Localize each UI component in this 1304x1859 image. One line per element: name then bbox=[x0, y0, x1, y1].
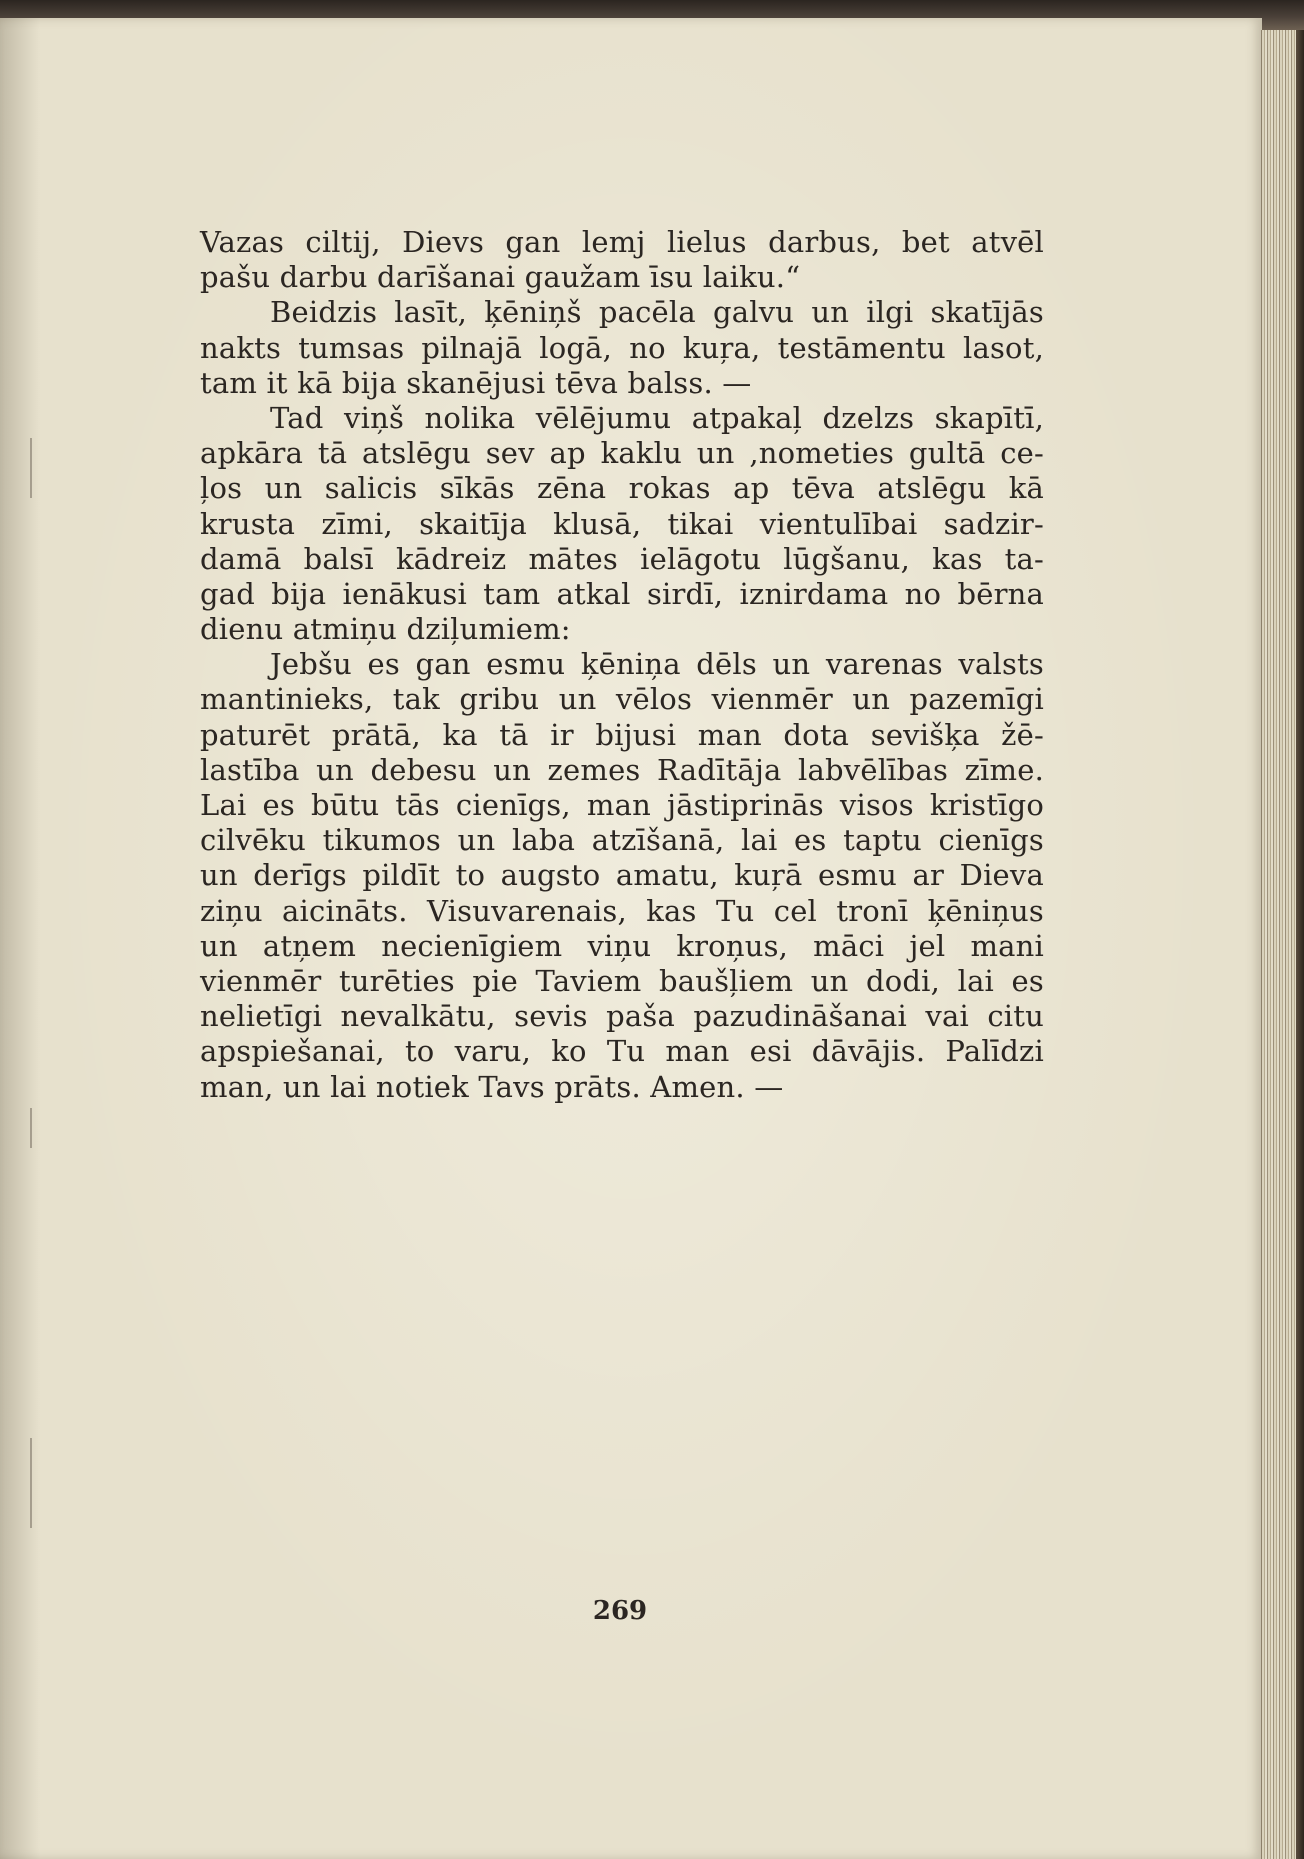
text-line: gad bija ienākusi tam atkal sirdī, iznirdama no bērna bbox=[200, 576, 1044, 611]
gutter-mark bbox=[30, 1108, 32, 1148]
text-line: un atņem necienīgiem viņu kroņus, māci jel mani bbox=[200, 928, 1044, 963]
text-line: nakts tumsas pilnajā logā, no kuŗa, testāmentu lasot, bbox=[200, 330, 1044, 365]
gutter-mark bbox=[30, 1438, 32, 1528]
text-line: apkāra tā atslēgu sev ap kaklu un ,nometies gultā ce- bbox=[200, 436, 1044, 471]
text-line: pašu darbu darīšanai gaužam īsu laiku.“ bbox=[200, 260, 801, 295]
text-line: paturēt prātā, ka tā ir bijusi man dota sevišķa žē- bbox=[200, 717, 1044, 752]
text-line: Beidzis lasīt, ķēniņš pacēla galvu un ilgi skatījās bbox=[270, 295, 1044, 330]
text-line: man, un lai notiek Tavs prāts. Amen. — bbox=[200, 1069, 784, 1104]
page-body-text bbox=[200, 225, 1044, 1105]
stacked-page-edges bbox=[1261, 30, 1304, 1859]
text-line: vienmēr turēties pie Taviem baušļiem un dodi, lai es bbox=[200, 963, 1044, 998]
text-line: ļos un salicis sīkās zēna rokas ap tēva atslēgu kā bbox=[200, 471, 1044, 506]
text-line: dienu atmiņu dziļumiem: bbox=[200, 612, 571, 647]
text-line: krusta zīmi, skaitīja klusā, tikai vientulībai sadzir- bbox=[200, 506, 1044, 541]
text-line: un derīgs pildīt to augsto amatu, kuŗā esmu ar Dieva bbox=[200, 858, 1044, 893]
text-line: Lai es būtu tās cienīgs, man jāstiprinās visos kristīgo bbox=[200, 788, 1044, 822]
text-line: Jebšu es gan esmu ķēniņa dēls un varenas valsts bbox=[270, 647, 1044, 682]
text-line: Tad viņš nolika vēlējumu atpakaļ dzelzs skapītī, bbox=[270, 400, 1044, 435]
text-line: nelietīgi nevalkātu, sevis paša pazudināšanai vai citu bbox=[200, 999, 1044, 1034]
text-line: mantinieks, tak gribu un vēlos vienmēr un pazemīgi bbox=[200, 682, 1044, 717]
page-number: 269 bbox=[592, 1596, 648, 1626]
book-page bbox=[0, 18, 1262, 1859]
text-line: cilvēku tikumos un laba atzīšanā, lai es taptu cienīgs bbox=[200, 823, 1044, 858]
gutter-mark bbox=[30, 438, 32, 498]
text-line: damā balsī kādreiz mātes ielāgotu lūgšanu, kas ta- bbox=[200, 541, 1044, 576]
text-line: apspiešanai, to varu, ko Tu man esi dāvājis. Palīdzi bbox=[200, 1034, 1044, 1069]
text-line: Vazas ciltij, Dievs gan lemj lielus darbus, bet atvēl bbox=[200, 225, 1044, 259]
text-line: lastība un debesu un zemes Radītāja labvēlības zīme. bbox=[200, 752, 1044, 787]
text-line: tam it kā bija skanējusi tēva balss. — bbox=[200, 365, 752, 400]
text-line: ziņu aicināts. Visuvarenais, kas Tu cel tronī ķēniņus bbox=[200, 893, 1044, 928]
